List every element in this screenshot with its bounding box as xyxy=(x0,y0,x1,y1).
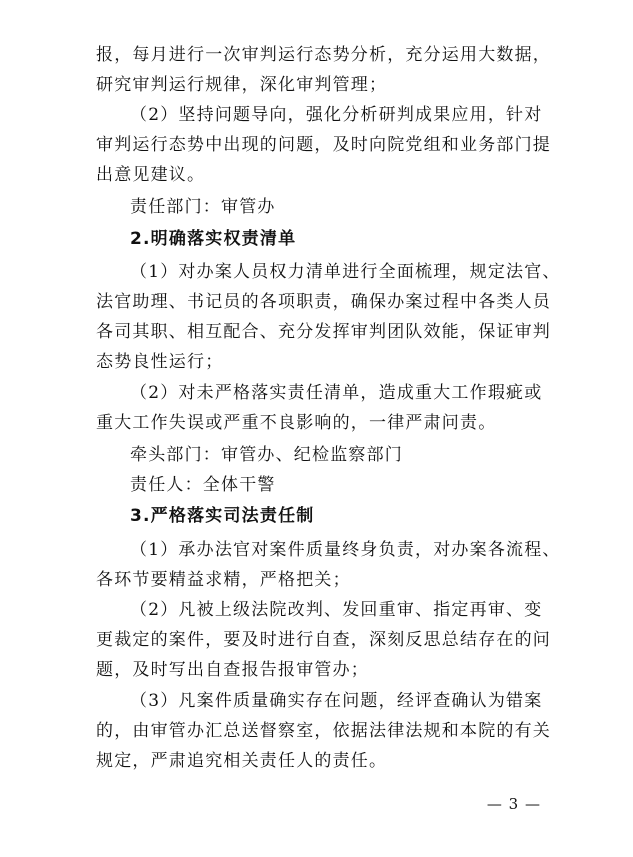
list-item-text: （1）对办案人员权力清单进行全面梳理，规定法官、 xyxy=(130,262,561,282)
list-item-text: （2）凡被上级法院改判、发回重审、指定再审、变 xyxy=(130,600,543,620)
body-text-line: 各司其职、相互配合、充分发挥审判团队效能，保证审判 xyxy=(96,322,551,342)
body-text-line: 各环节要精益求精，严格把关； xyxy=(96,570,351,590)
responsible-person: 责任人：全体干警 xyxy=(130,475,276,495)
body-text-line: 态势良性运行； xyxy=(96,352,224,372)
body-text-line: 更裁定的案件，要及时进行自查，深刻反思总结存在的问 xyxy=(96,630,551,650)
list-item-text: （2）坚持问题导向，强化分析研判成果应用，针对 xyxy=(130,105,543,125)
body-text-line: 题，及时写出自查报告报审管办； xyxy=(96,660,369,680)
body-text-line: 法官助理、书记员的各项职责，确保办案过程中各类人员 xyxy=(96,292,551,312)
list-item-text: （2）对未严格落实责任清单，造成重大工作瑕疵或 xyxy=(130,383,543,403)
body-text-line: 审判运行态势中出现的问题，及时向院党组和业务部门提 xyxy=(96,135,551,155)
body-text-line: 研究审判运行规律，深化审判管理； xyxy=(96,75,388,95)
section-heading: 3.严格落实司法责任制 xyxy=(130,506,315,526)
page-number: — 3 — xyxy=(486,795,541,813)
body-text-line: 规定，严肃追究相关责任人的责任。 xyxy=(96,751,388,771)
lead-department: 牵头部门：审管办、纪检监察部门 xyxy=(130,445,403,465)
body-text-line: 的，由审管办汇总送督察室，依据法律法规和本院的有关 xyxy=(96,721,551,741)
body-text-line: 出意见建议。 xyxy=(96,165,206,185)
list-item-text: （3）凡案件质量确实存在问题，经评查确认为错案 xyxy=(130,691,543,711)
body-text-line: 报，每月进行一次审判运行态势分析，充分运用大数据， xyxy=(96,45,551,65)
section-heading: 2.明确落实权责清单 xyxy=(130,229,297,249)
body-text-line: 重大工作失误或严重不良影响的，一律严肃问责。 xyxy=(96,413,497,433)
list-item-text: （1）承办法官对案件质量终身负责，对办案各流程、 xyxy=(130,540,561,560)
responsible-department: 责任部门：审管办 xyxy=(130,197,276,217)
